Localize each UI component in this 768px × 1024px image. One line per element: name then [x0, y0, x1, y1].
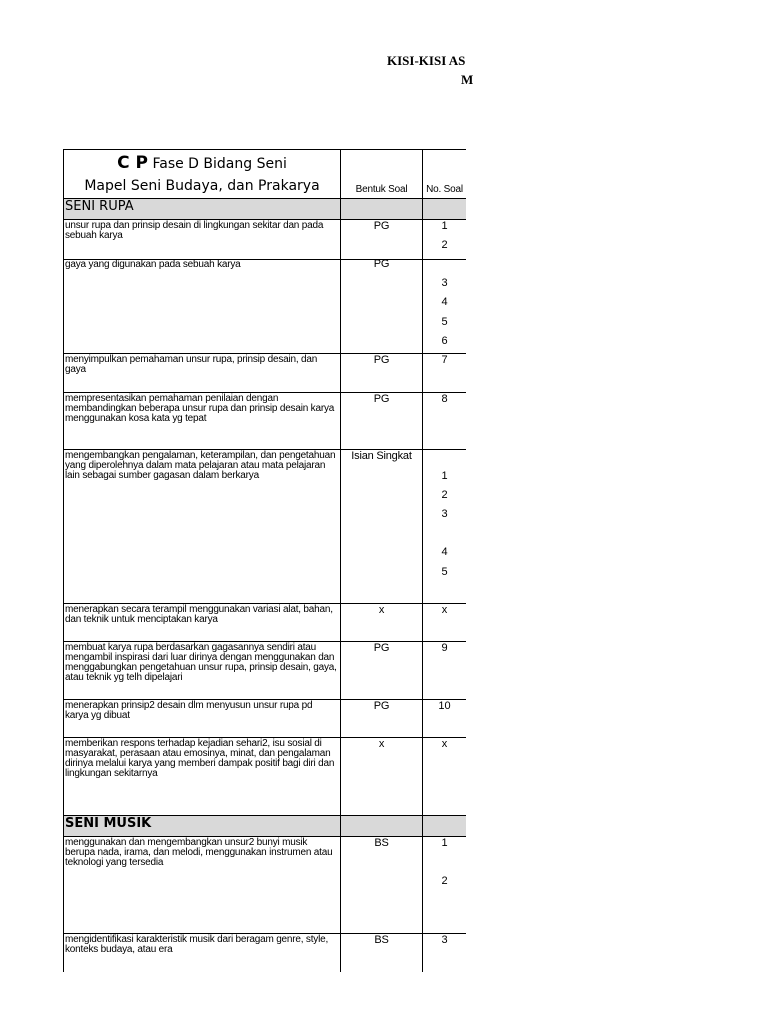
- cp-heading: [63, 153, 341, 173]
- table-row-no: 6: [441, 335, 448, 347]
- table-row-text: memberikan respons terhadap kejadian sehari2, isu sosial di masyarakat, perasaan atau emosinya, minat, dan pengalaman dirinya melalui karya yang memberi dampak positif bagi diri dan lingkungan sekitarnya: [65, 738, 335, 779]
- table-row-no: 10: [438, 700, 451, 712]
- table-row-form: PG: [373, 258, 390, 270]
- table-row-no: 5: [441, 316, 448, 328]
- section-seni-musik: SENI MUSIK: [65, 816, 152, 831]
- table-row-no: 3: [441, 934, 448, 946]
- column-header-no-soal: No. Soal: [426, 184, 463, 195]
- table-row-form: Isian Singkat: [351, 450, 412, 462]
- table-row-form: BS: [374, 837, 389, 849]
- table-row-text: mengidentifikasi karakteristik musik dari beragam genre, style, konteks budaya, atau era: [65, 934, 329, 955]
- section-seni-rupa: SENI RUPA: [65, 199, 134, 214]
- table-row-form: x: [378, 738, 385, 750]
- table-row-text: menerapkan secara terampil menggunakan variasi alat, bahan, dan teknik untuk menciptakan karya: [65, 604, 333, 625]
- table-row-text: menyimpulkan pemahaman unsur rupa, prinsip desain, dan gaya: [65, 354, 318, 375]
- table-row-no: 2: [441, 489, 448, 501]
- table-row-text: menerapkan prinsip2 desain dlm menyusun unsur rupa pd karya yg dibuat: [65, 700, 313, 721]
- table-row-text: unsur rupa dan prinsip desain di lingkungan sekitar dan pada sebuah karya: [65, 220, 324, 241]
- table-row-form: PG: [373, 393, 390, 405]
- table-row-no: 4: [441, 296, 448, 308]
- table-row-text: mengembangkan pengalaman, keterampilan, dan pengetahuan yang diperolehnya dalam mata pelajaran atau mata pelajaran lain sebagai sumber gagasan dalam berkarya: [65, 450, 336, 481]
- table-row-form: PG: [373, 354, 390, 366]
- table-row-no: 3: [441, 277, 448, 289]
- cp-heading-bold: C P: [117, 153, 149, 173]
- table-row-no: 2: [441, 239, 448, 251]
- table-row-form: PG: [373, 700, 390, 712]
- table-row-no: x: [441, 738, 448, 750]
- table-row-no: 1: [441, 220, 448, 232]
- table-row-no: 3: [441, 508, 448, 520]
- table-row-no: 1: [441, 470, 448, 482]
- table-row-no: 2: [441, 875, 448, 887]
- table-row-no: 8: [441, 393, 448, 405]
- table-row-no: 1: [441, 837, 448, 849]
- table-row-text: mempresentasikan pemahaman penilaian dengan membandingkan beberapa unsur rupa dan prinsip desain karya menggunakan kosa kata yg tepat: [65, 393, 335, 424]
- cp-subtitle: Mapel Seni Budaya, dan Prakarya: [84, 178, 320, 194]
- table-row-text: membuat karya rupa berdasarkan gagasannya sendiri atau mengambil inspirasi dari luar dirinya dengan menggunakan dan menggabungkan pengetahuan unsur rupa, prinsip desain, gaya, atau teknik yg telh dipelajari: [65, 642, 337, 683]
- table-row-no: 9: [441, 642, 448, 654]
- table-row-form: PG: [373, 220, 390, 232]
- column-header-bentuk-soal: Bentuk Soal: [355, 184, 408, 195]
- table-row-no: 5: [441, 566, 448, 578]
- document-subtitle: M: [461, 72, 474, 87]
- table-row-form: BS: [374, 934, 389, 946]
- table-row-no: 4: [441, 546, 448, 558]
- cp-heading-rest: Fase D Bidang Seni: [148, 156, 287, 172]
- table-row-text: menggunakan dan mengembangkan unsur2 bunyi musik berupa nada, irama, dan melodi, menggunakan instrumen atau teknologi yang tersedia: [65, 837, 333, 868]
- table-row-text: gaya yang digunakan pada sebuah karya: [65, 259, 241, 270]
- table-row-no: 7: [441, 354, 448, 366]
- document-title: KISI-KISI AS: [387, 53, 466, 68]
- kisi-kisi-table: [63, 149, 466, 972]
- table-row-form: x: [378, 604, 385, 616]
- table-row-form: PG: [373, 642, 390, 654]
- table-row-no: x: [441, 604, 448, 616]
